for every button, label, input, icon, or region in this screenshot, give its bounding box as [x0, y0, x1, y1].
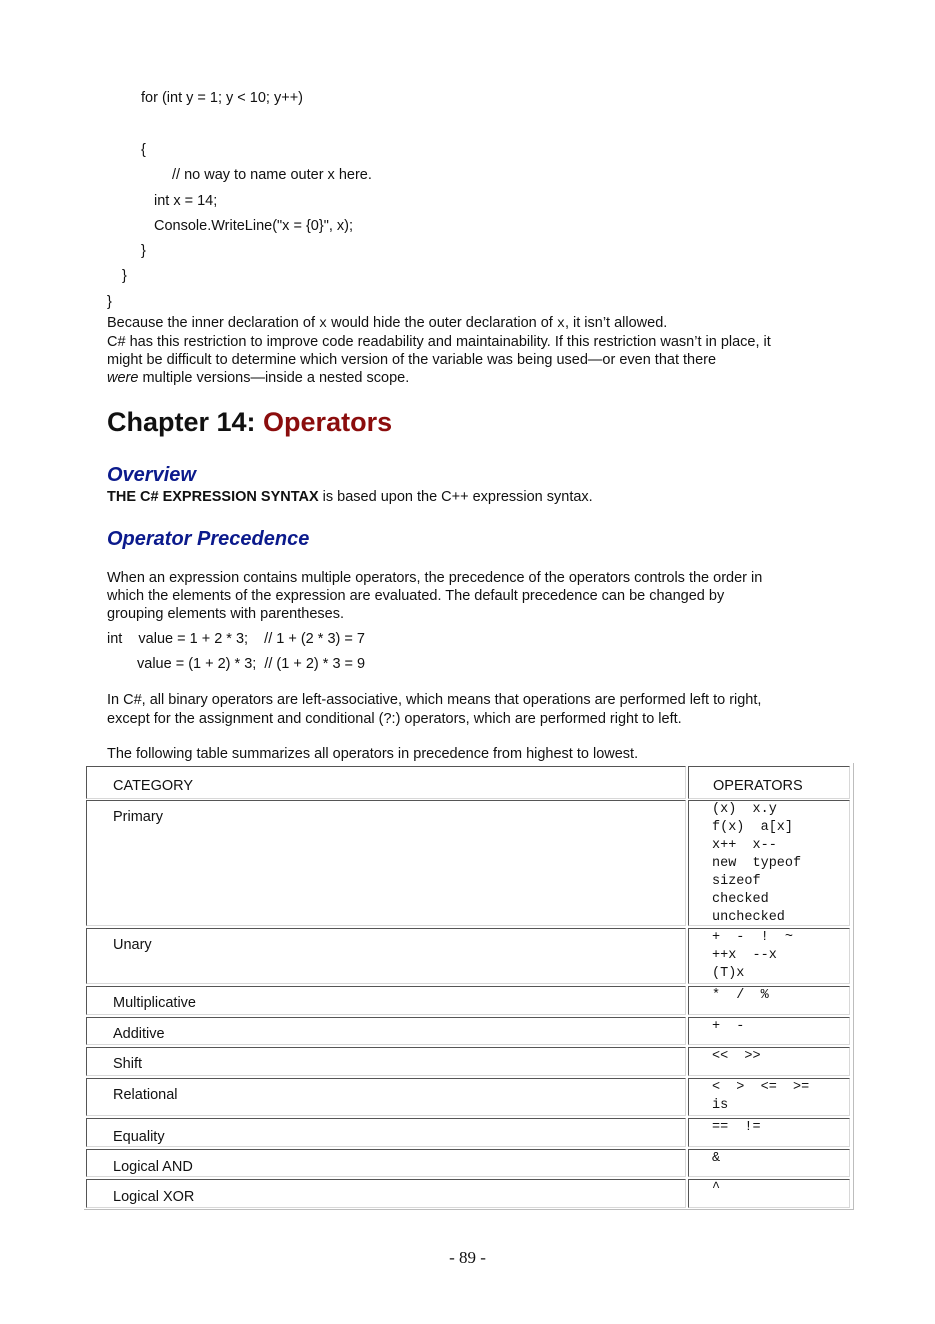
paragraph-line	[107, 314, 667, 335]
operator-list: == !=	[712, 1120, 761, 1135]
operators-cell	[688, 800, 850, 926]
category-label: Logical AND	[113, 1159, 193, 1175]
chapter-title: Operators	[263, 407, 393, 437]
operator-list: ++x --x	[712, 948, 777, 963]
table-header-cell	[86, 766, 686, 799]
table-row	[86, 1047, 686, 1076]
category-label: Primary	[113, 809, 163, 825]
operators-cell	[688, 1047, 850, 1076]
operators-cell	[688, 986, 850, 1015]
operator-list: + -	[712, 1019, 745, 1034]
header-operators: OPERATORS	[713, 778, 803, 794]
code-example-line: int value = 1 + 2 * 3; // 1 + (2 * 3) = 7	[107, 631, 365, 647]
category-label: Equality	[113, 1129, 165, 1145]
operators-cell	[688, 1179, 850, 1208]
overview-text	[107, 488, 593, 507]
operators-table	[84, 763, 854, 1210]
page-number: - 89 -	[449, 1248, 486, 1267]
operator-list: (T)x	[712, 966, 745, 981]
table-row	[86, 928, 686, 984]
chapter-heading	[107, 407, 392, 438]
code-line: {	[141, 142, 146, 158]
code-line: for (int y = 1; y < 10; y++)	[141, 90, 303, 106]
table-row	[86, 1017, 686, 1045]
paragraph-line	[107, 369, 409, 388]
text: multiple versions—inside a nested scope.	[138, 370, 410, 386]
code-line: }	[141, 243, 146, 259]
table-row	[86, 1179, 686, 1208]
table-row	[86, 986, 686, 1015]
paragraph-line: might be difficult to determine which version of the variable was being used—or even that there	[107, 352, 717, 368]
operator-list: x++ x--	[712, 838, 777, 853]
category-label: Multiplicative	[113, 995, 196, 1011]
code-line: int x = 14;	[154, 193, 218, 209]
emphasis-text: were	[107, 370, 139, 386]
header-category: CATEGORY	[113, 778, 194, 794]
table-row	[86, 1078, 686, 1116]
operators-cell	[688, 1078, 850, 1116]
section-heading-overview: Overview	[107, 464, 196, 486]
paragraph-line: In C#, all binary operators are left-associative, which means that operations are performed left to right,	[107, 692, 762, 708]
table-intro: The following table summarizes all operators in precedence from highest to lowest.	[107, 746, 639, 762]
operator-list: f(x) a[x]	[712, 820, 794, 835]
operator-list: checked	[712, 892, 769, 907]
text: is based upon the C++ expression syntax.	[318, 489, 593, 505]
paragraph-line: except for the assignment and conditional (?:) operators, which are performed right to left.	[107, 711, 682, 727]
operator-list: sizeof	[712, 874, 761, 889]
category-label: Relational	[113, 1087, 178, 1103]
table-row	[86, 800, 686, 926]
paragraph-line: When an expression contains multiple operators, the precedence of the operators controls the order in	[107, 570, 763, 586]
code-line: }	[107, 294, 112, 310]
text: would hide the outer declaration of	[327, 315, 557, 331]
operator-list: is	[712, 1098, 729, 1113]
operators-cell	[688, 928, 850, 984]
code-comment-line: // no way to name outer x here.	[172, 167, 372, 183]
operator-list: * / %	[712, 988, 769, 1003]
category-label: Logical XOR	[113, 1189, 195, 1205]
inline-code: x	[556, 317, 565, 332]
operator-list: &	[712, 1151, 721, 1166]
operator-list: << >>	[712, 1049, 761, 1064]
operator-list: < > <= >=	[712, 1080, 810, 1095]
text: , it isn’t allowed.	[564, 315, 668, 331]
paragraph-line: grouping elements with parentheses.	[107, 606, 344, 622]
chapter-prefix: Chapter 14:	[107, 407, 264, 437]
operator-list: (x) x.y	[712, 802, 777, 817]
category-label: Additive	[113, 1026, 165, 1042]
section-heading-precedence: Operator Precedence	[107, 528, 310, 550]
operator-list: new typeof	[712, 856, 802, 871]
code-line: Console.WriteLine("x = {0}", x);	[154, 218, 354, 234]
paragraph-line: which the elements of the expression are evaluated. The default precedence can be changed by	[107, 588, 725, 604]
text: Because the inner declaration of	[107, 315, 319, 331]
operator-list: unchecked	[712, 910, 785, 925]
table-header-cell	[688, 766, 850, 799]
operator-list: + - ! ~	[712, 930, 794, 945]
table-row	[86, 1149, 686, 1177]
operators-cell	[688, 1118, 850, 1147]
table-row	[86, 1118, 686, 1147]
inline-code: x	[319, 317, 328, 332]
code-line: }	[122, 268, 127, 284]
paragraph-line: C# has this restriction to improve code readability and maintainability. If this restriction wasn’t in place, it	[107, 334, 771, 350]
operator-list: ^	[712, 1181, 721, 1196]
code-example-line: value = (1 + 2) * 3; // (1 + 2) * 3 = 9	[137, 656, 366, 672]
category-label: Unary	[113, 937, 152, 953]
category-label: Shift	[113, 1056, 143, 1072]
bold-lead: THE C# EXPRESSION SYNTAX	[107, 489, 319, 505]
operators-cell	[688, 1017, 850, 1045]
operators-cell	[688, 1149, 850, 1177]
